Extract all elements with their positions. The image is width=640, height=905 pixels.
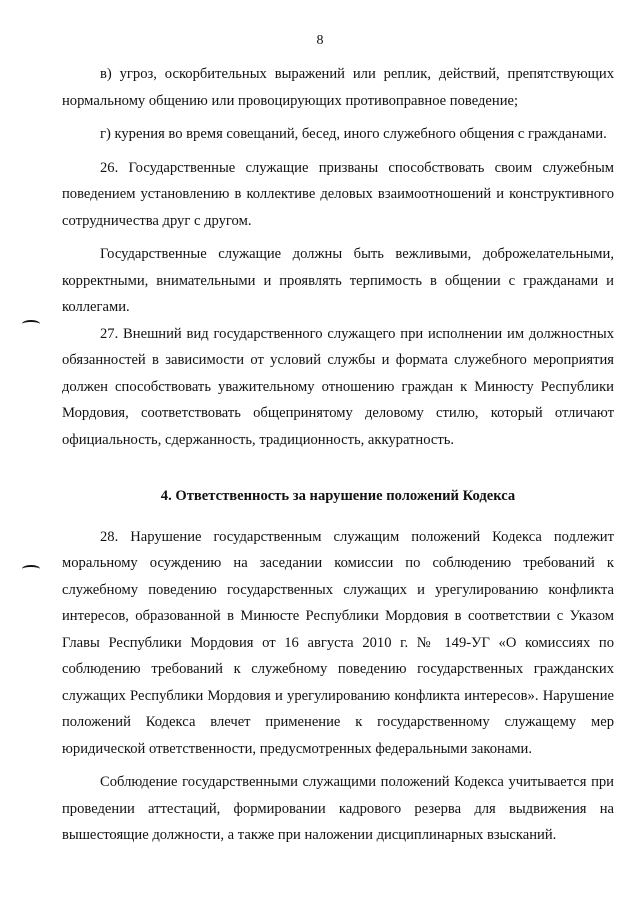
page-number: 8	[316, 33, 324, 48]
section-heading: 4. Ответственность за нарушение положений Кодекса	[160, 488, 516, 504]
paragraph-g: г) курения во время совещаний, бесед, иного служебного общения с гражданами.	[100, 126, 607, 142]
paragraph-27: 27. Внешний вид государственного служащего при исполнении им должностных обязанностей в зависимости от условий службы и формата служебного мероприятия должен способствовать уважительному отношению граждан к Минюсту Республики Мордовия, соответствовать общепринятому деловому стилю, который отличают официальность, сдержанность, традиционность, аккуратность.	[62, 325, 614, 448]
margin-mark-1	[22, 320, 40, 328]
document-body	[62, 61, 614, 849]
paragraph-26-continued: Государственные служащие должны быть вежливыми, доброжелательными, корректными, внимательными и проявлять терпимость в общении с гражданами и коллегами.	[62, 246, 614, 315]
paragraph-28: 28. Нарушение государственным служащим положений Кодекса подлежит моральному осуждению на заседании комиссии по соблюдению требований к служебному поведению государственных служащих и урегулированию конфликта интересов, образованной в Минюсте Республики Мордовия в соответствии с Указом Главы Республики Мордовия от 16 августа 2010 г. № 149-УГ «О комиссиях по соблюдению требований к служебному поведению государственных гражданских служащих Республики Мордовия и урегулированию конфликта интересов». Нарушение положений Кодекса влечет применение к государственному служащему мер юридической ответственности, предусмотренных федеральными законами.	[62, 528, 614, 757]
paragraph-26: 26. Государственные служащие призваны способствовать своим служебным поведением установлению в коллективе деловых взаимоотношений и конструктивного сотрудничества друг с другом.	[62, 159, 614, 229]
paragraph-compliance: Соблюдение государственными служащими положений Кодекса учитывается при проведении аттестаций, формировании кадрового резерва для выдвижения на вышестоящие должности, а также при наложении дисциплинарных взысканий.	[62, 774, 614, 843]
paragraph-v: в) угроз, оскорбительных выражений или реплик, действий, препятствующих нормальному общению или провоцирующих противоправное поведение;	[62, 66, 614, 109]
margin-mark-2	[22, 565, 40, 573]
